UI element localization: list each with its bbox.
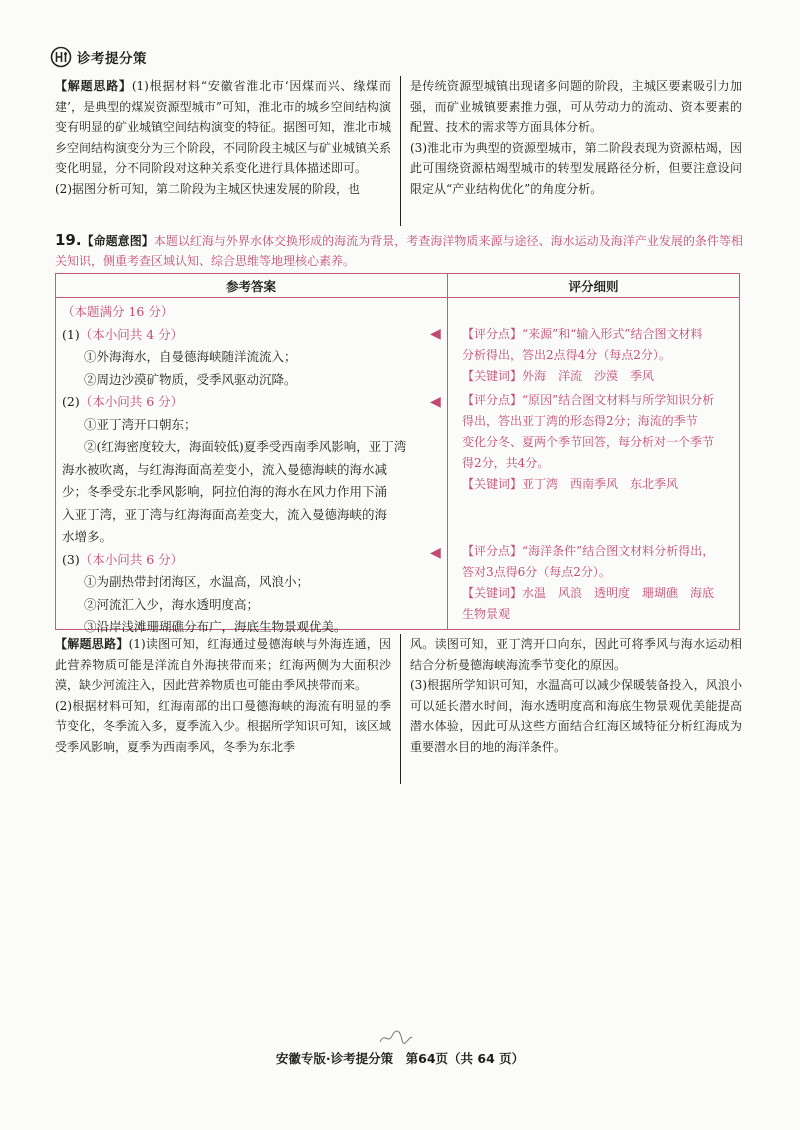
sub-question-label: (2)	[62, 394, 80, 409]
sub-question-3	[62, 549, 447, 572]
sub-question-points: （本小问共 6 分）	[79, 394, 184, 409]
rubric-arrow-icon: ◀	[430, 545, 441, 561]
answer-line: 水增多。	[62, 529, 113, 544]
rubric-block-3	[462, 541, 742, 625]
top-left-column	[55, 76, 391, 199]
table-column-divider	[447, 273, 448, 630]
answer-line: ②河流汇入少，海水透明度高；	[84, 596, 260, 612]
rubric-line: 得出，答出亚丁湾的形态得2分；海流的季节	[462, 414, 698, 428]
rubric-line: 分析得出，答出2点得4分（每点2分）。	[462, 348, 671, 362]
table-header-rule	[55, 297, 740, 298]
brand-title: 诊考提分策	[77, 51, 147, 67]
answer-column-header: 参考答案	[225, 279, 276, 294]
answer-line: ②(红海密度较大，海面较低)夏季受西南季风影响，亚丁湾	[84, 439, 407, 454]
rubric-block-2	[462, 390, 742, 495]
intent-text: 本题以红海与外界水体交换形成的海流为背景，考查海洋物质来源与途径、海水运动及海洋产业发展的条件等相关知识，侧重考查区域认知、综合思维等地理核心素养。	[55, 234, 743, 268]
solution-paragraph: (3)根据所学知识可知，水温高可以减少保暖装备投入，风浪小可以延长潜水时间，海水透明度高和海底生物景观优美能提高潜水体验，因此可从这些方面结合红海区域特征分析红海成为重要潜水目的地的海洋条件。	[410, 678, 742, 754]
brand-logo-icon	[50, 46, 72, 68]
solution-paragraph: (2)据图分析可知，第二阶段为主城区快速发展的阶段，也	[55, 181, 361, 196]
rubric-line: 变化分冬、夏两个季节回答，每分析对一个季节	[462, 435, 715, 449]
page-header	[50, 44, 147, 70]
answer-line: ①外海海水，自曼德海峡随洋流流入；	[84, 349, 297, 364]
rubric-column-header: 评分细则	[568, 279, 619, 294]
rubric-keywords: 生物景观	[462, 607, 511, 621]
sub-question-1	[62, 324, 447, 347]
solution-tag: 【解题思路】	[55, 637, 129, 651]
answer-line: ②周边沙漠矿物质，受季风驱动沉降。	[84, 371, 297, 387]
solution-paragraph: (1)读图可知，红海通过曼德海峡与外海连通，因此营养物质可能是洋流自外海挟带而来；红海两侧为大面积沙漠，缺少河流注入，因此营养物质也可能由季风挟带而来。	[55, 637, 391, 692]
table-header	[55, 273, 740, 297]
rubric-keywords: 【关键词】水温 风浪 透明度 珊瑚礁 海底	[462, 586, 715, 600]
rubric-line: 【评分点】“原因”结合图文材料与所学知识分析	[462, 393, 715, 407]
rubric-line: 答对3点得6分（每点2分）。	[462, 565, 611, 579]
rubric-keywords: 【关键词】亚丁湾 西南季风 东北季风	[462, 477, 679, 491]
answer-line: ③沿岸浅滩珊瑚礁分布广，海底生物景观优美。	[84, 619, 347, 634]
rubric-arrow-icon: ◀	[430, 394, 441, 410]
answer-line: 入亚丁湾，亚丁湾与红海海面高差变大，流入曼德海峡的海	[62, 506, 388, 522]
column-divider	[400, 634, 401, 784]
rubric-line: 得2分，共4分。	[462, 456, 550, 470]
solution-paragraph: (1)根据材料“安徽省淮北市‘因煤而兴、缘煤而建’，是典型的煤炭资源型城市”可知，淮北市的城乡空间结构演变有明显的矿业城镇空间结构演变的特征。据图可知，淮北市城乡空间结构演变分为三个阶段，不同阶段主城区与矿业城镇关系变化明显，分不同阶段对这种关系变化进行具体描述即可。	[55, 79, 392, 175]
column-divider	[400, 76, 401, 226]
question-intent	[55, 230, 743, 271]
solution-paragraph: (2)根据材料可知，红海南部的出口曼德海峡的海流有明显的季节变化，冬季流入多，夏季流入少。根据所学知识可知，该区域受季风影响，夏季为西南季风，冬季为东北季	[55, 698, 392, 754]
sub-question-points: （本小问共 4 分）	[79, 326, 184, 342]
solution-paragraph: 是传统资源型城镇出现诸多问题的阶段，主城区要素吸引力加强，而矿业城镇要素推力强，可从劳动力的流动、资本要素的配置、技术的需求等方面具体分析。	[410, 79, 742, 134]
reference-answer	[62, 301, 447, 639]
answer-line: 少；冬季受东北季风影响，阿拉伯海的海水在风力作用下涌	[62, 484, 388, 499]
rubric-block-1	[462, 324, 742, 387]
intent-tag: 【命题意图】	[81, 234, 154, 248]
rubric-line: 【评分点】“来源”和“输入形式”结合图文材料	[462, 327, 703, 341]
bottom-right-column	[410, 634, 742, 757]
answer-line: ①亚丁湾开口朝东；	[84, 416, 197, 432]
bottom-left-column	[55, 634, 391, 757]
solution-tag: 【解题思路】	[55, 79, 132, 93]
sub-question-label: (1)	[62, 326, 80, 342]
answer-line: ①为副热带封闭海区，水温高，风浪小；	[84, 574, 310, 589]
top-right-column	[410, 76, 742, 199]
sub-question-label: (3)	[62, 551, 80, 567]
handwritten-mark-icon	[378, 1028, 414, 1046]
rubric-arrow-icon: ◀	[430, 326, 441, 342]
page-footer: 安徽专版·诊考提分策 第64页（共 64 页）	[275, 1051, 525, 1066]
sub-question-points: （本小问共 6 分）	[79, 551, 184, 567]
answer-line: 海水被吹离，与红海海面高差变小，流入曼德海峡的海水减	[62, 461, 388, 477]
question-number: 19.	[55, 231, 82, 249]
rubric-line: 【评分点】“海洋条件”结合图文材料分析得出，	[462, 544, 715, 558]
solution-paragraph: (3)淮北市为典型的资源型城市，第二阶段表现为资源枯竭，因此可围绕资源枯竭型城市的转型发展路径分析，但要注意设问限定从“产业结构优化”的角度分析。	[410, 140, 742, 196]
total-score: （本题满分 16 分）	[62, 304, 174, 319]
solution-paragraph: 风。读图可知，亚丁湾开口向东，因此可将季风与海水运动相结合分析曼德海峡海流季节变化的原因。	[410, 637, 742, 672]
sub-question-2	[62, 391, 447, 414]
rubric-keywords: 【关键词】外海 洋流 沙漠 季风	[462, 369, 655, 383]
